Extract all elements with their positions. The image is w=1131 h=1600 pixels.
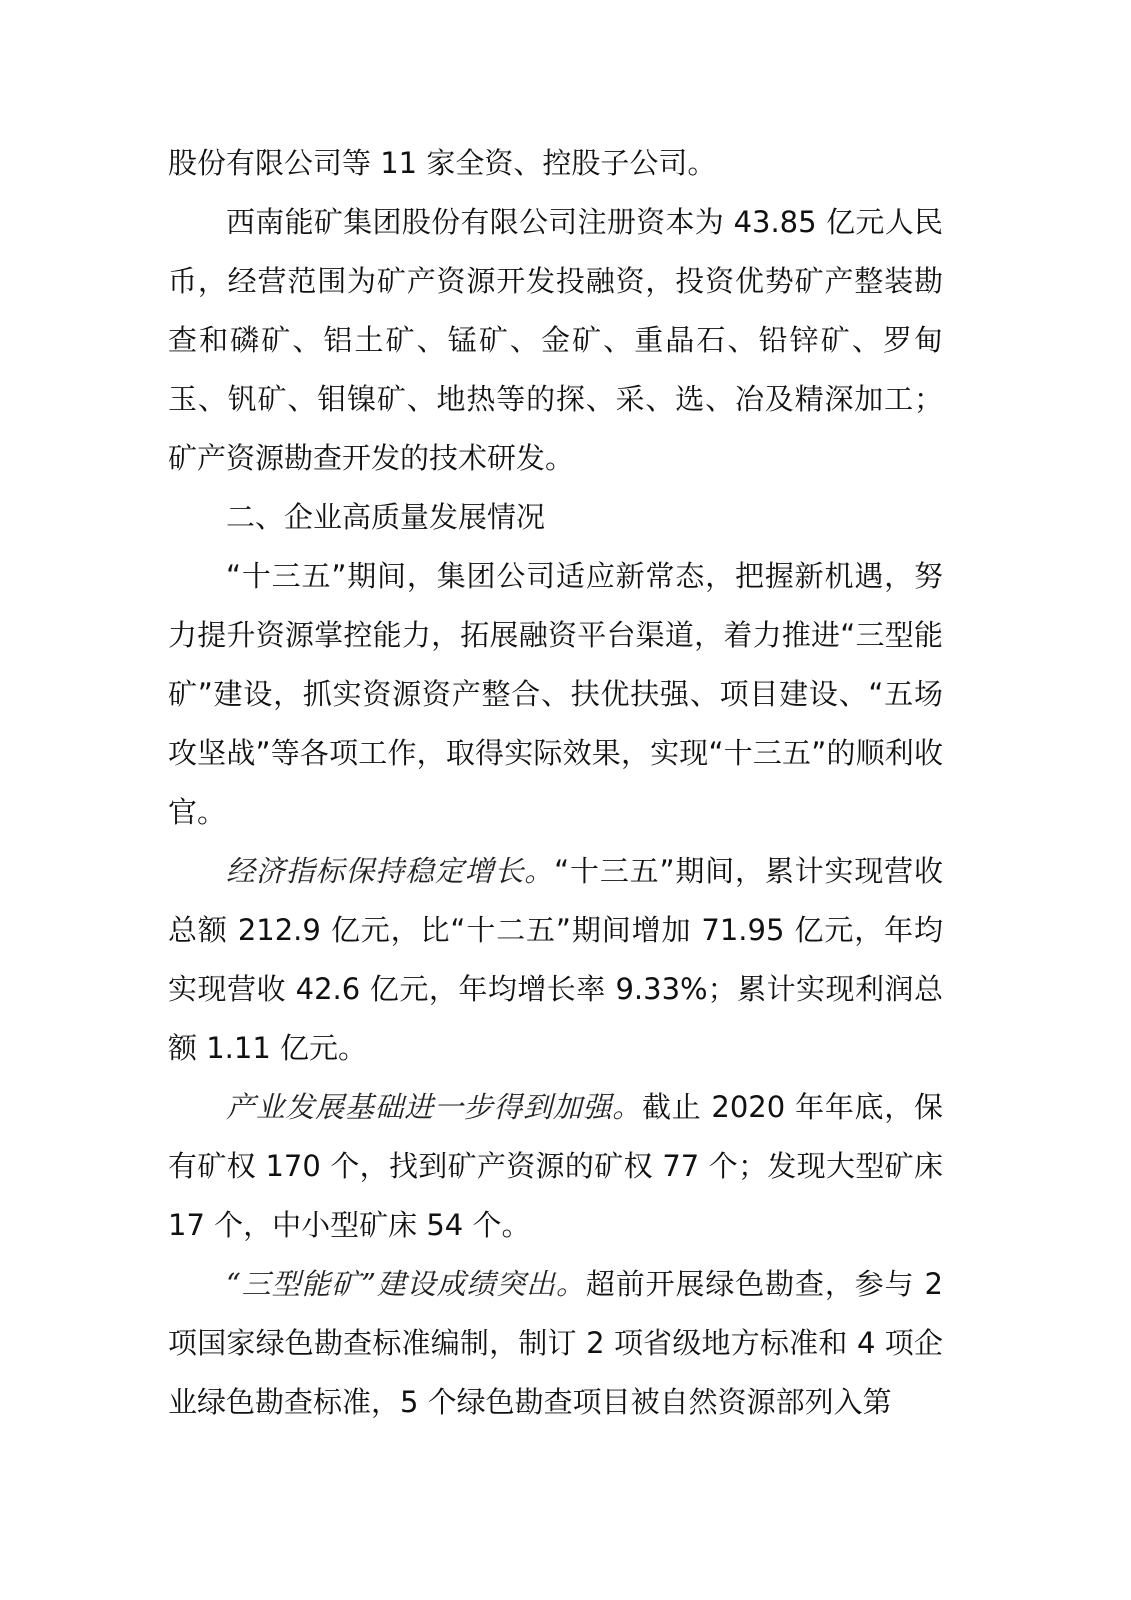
paragraph-6-lead: 产业发展基础进一步得到加强。	[226, 1090, 643, 1124]
paragraph-1	[168, 134, 943, 193]
paragraph-company-profile	[168, 193, 943, 488]
paragraph-2-text: 西南能矿集团股份有限公司注册资本为 43.85 亿元人民币，经营范围为矿产资源开发投融资，投资优势矿产整装勘查和磷矿、铝土矿、锰矿、金矿、重晶石、铅锌矿、罗甸玉、钒矿、钼镍矿、地热等的探、采、选、冶及精深加工；矿产资源勘查开发的技术研发。	[168, 205, 943, 475]
paragraph-6-text: 截止 2020 年年底，保有矿权 170 个，找到矿产资源的矿权 77 个；发现大型矿床 17 个，中小型矿床 54 个。	[168, 1090, 943, 1242]
paragraph-5-lead: 经济指标保持稳定增长。	[226, 854, 555, 888]
paragraph-7-text: 超前开展绿色勘查，参与 2 项国家绿色勘查标准编制，制订 2 项省级地方标准和 4 项企业绿色勘查标准，5 个绿色勘查项目被自然资源部列入第	[168, 1267, 943, 1419]
paragraph-1-text: 股份有限公司等 11 家全资、控股子公司。	[168, 146, 717, 180]
paragraph-economic-indicators	[168, 842, 943, 1078]
paragraph-three-type	[168, 1255, 943, 1432]
document-body	[168, 134, 943, 1432]
paragraph-4-text: “十三五”期间，集团公司适应新常态，把握新机遇，努力提升资源掌控能力，拓展融资平台渠道，着力推进“三型能矿”建设，抓实资源资产整合、扶优扶强、项目建设、“五场攻坚战”等各项工作，取得实际效果，实现“十三五”的顺利收官。	[168, 559, 943, 829]
paragraph-industry-foundation	[168, 1078, 943, 1255]
paragraph-overview	[168, 547, 943, 842]
section-heading	[168, 488, 943, 547]
paragraph-7-lead: “三型能矿”建设成绩突出。	[226, 1267, 586, 1301]
paragraph-5-text: “十三五”期间，累计实现营收总额 212.9 亿元，比“十二五”期间增加 71.95 亿元，年均实现营收 42.6 亿元，年均增长率 9.33%；累计实现利润总额 1.11 亿元。	[168, 854, 943, 1065]
section-heading-text: 二、企业高质量发展情况	[226, 500, 546, 534]
